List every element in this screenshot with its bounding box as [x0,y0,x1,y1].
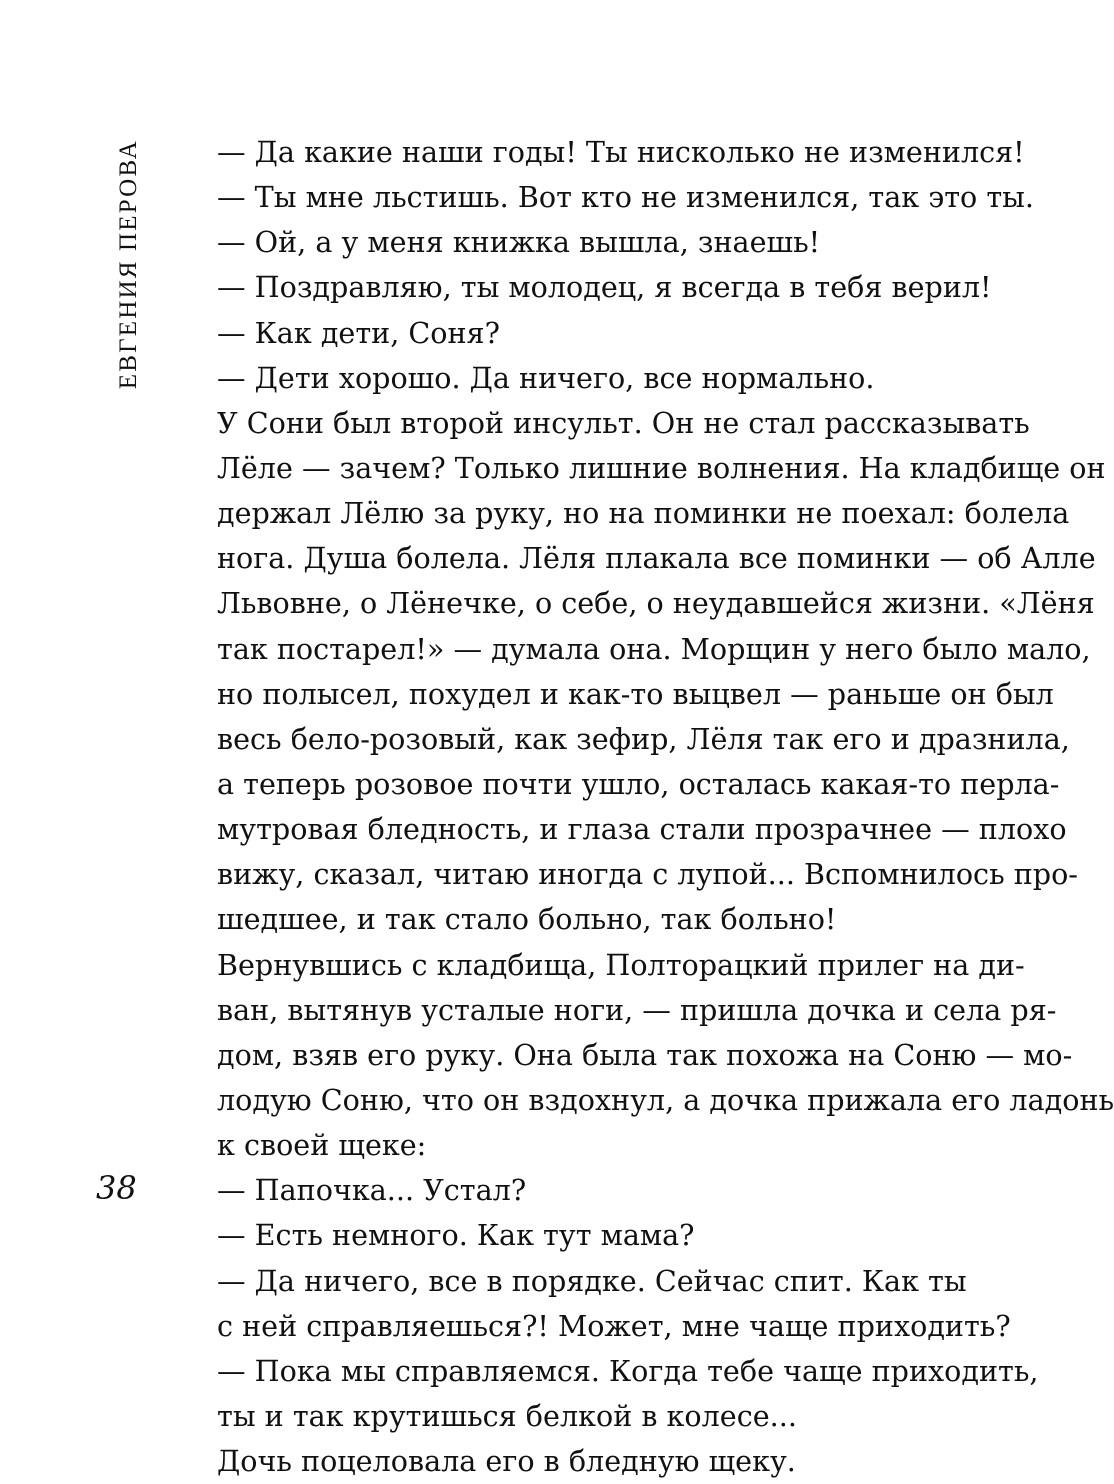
running-head-text: ЕВГЕНИЯ ПЕРОВА [114,138,142,390]
text-line: к своей щеке: [217,1128,427,1163]
page-number: 38 [96,1169,137,1207]
text-line: держал Лёлю за руку, но на поминки не поехал: болела [217,496,1070,531]
text-line: дом, взяв его руку. Она была так похожа на Соню — мо- [217,1037,1073,1072]
text-line: — Поздравляю, ты молодец, я всегда в тебя верил! [217,270,992,305]
text-line: с ней справляешься?! Может, мне чаще приходить? [217,1308,1011,1343]
text-line: весь бело-розовый, как зефир, Лёля так его и дразнила, [217,721,1070,756]
text-line: — Да какие наши годы! Ты нисколько не изменился! [217,135,1025,169]
text-line: У Сони был второй инсульт. Он не стал рассказывать [217,405,1030,440]
text-line: ван, вытянув усталые ноги, — пришла дочка и села ря- [217,992,1057,1027]
text-line: вижу, сказал, читаю иногда с лупой... Вспомнилось про- [217,857,1078,892]
running-head [106,136,150,392]
body-text [217,130,1114,1484]
text-line: — Папочка... Устал? [217,1173,527,1208]
text-line: — Как дети, Соня? [217,315,500,350]
text-line: так постарел!» — думала она. Морщин у него было мало, [217,631,1091,666]
text-line: нога. Душа болела. Лёля плакала все поминки — об Алле [217,541,1096,576]
text-line: — Есть немного. Как тут мама? [217,1218,695,1253]
text-line: — Дети хорошо. Да ничего, все нормально. [217,360,875,395]
text-line: — Пока мы справляемся. Когда тебе чаще приходить, [217,1353,1039,1388]
text-line: Дочь поцеловала его в бледную щеку. [217,1444,796,1479]
text-line: Лёле — зачем? Только лишние волнения. На кладбище он [217,450,1106,485]
text-line: шедшее, и так стало больно, так больно! [217,902,837,937]
text-line: лодую Соню, что он вздохнул, а дочка прижала его ладонь [217,1082,1114,1117]
text-line: — Да ничего, все в порядке. Сейчас спит. Как ты [217,1263,967,1298]
text-line: Львовне, о Лёнечке, о себе, о неудавшейся жизни. «Лёня [217,586,1095,621]
text-line: — Ой, а у меня книжка вышла, знаешь! [217,225,821,260]
text-line: — Ты мне льстишь. Вот кто не изменился, так это ты. [217,180,1035,215]
text-line: а теперь розовое почти ушло, осталась какая-то перла- [217,766,1060,801]
text-line: но полысел, похудел и как-то выцвел — раньше он был [217,676,1054,711]
text-line: Вернувшись с кладбища, Полторацкий прилег на ди- [217,947,1025,982]
text-line: ты и так крутишься белкой в колесе... [217,1398,797,1433]
text-line: мутровая бледность, и глаза стали прозрачнее — плохо [217,812,1067,847]
